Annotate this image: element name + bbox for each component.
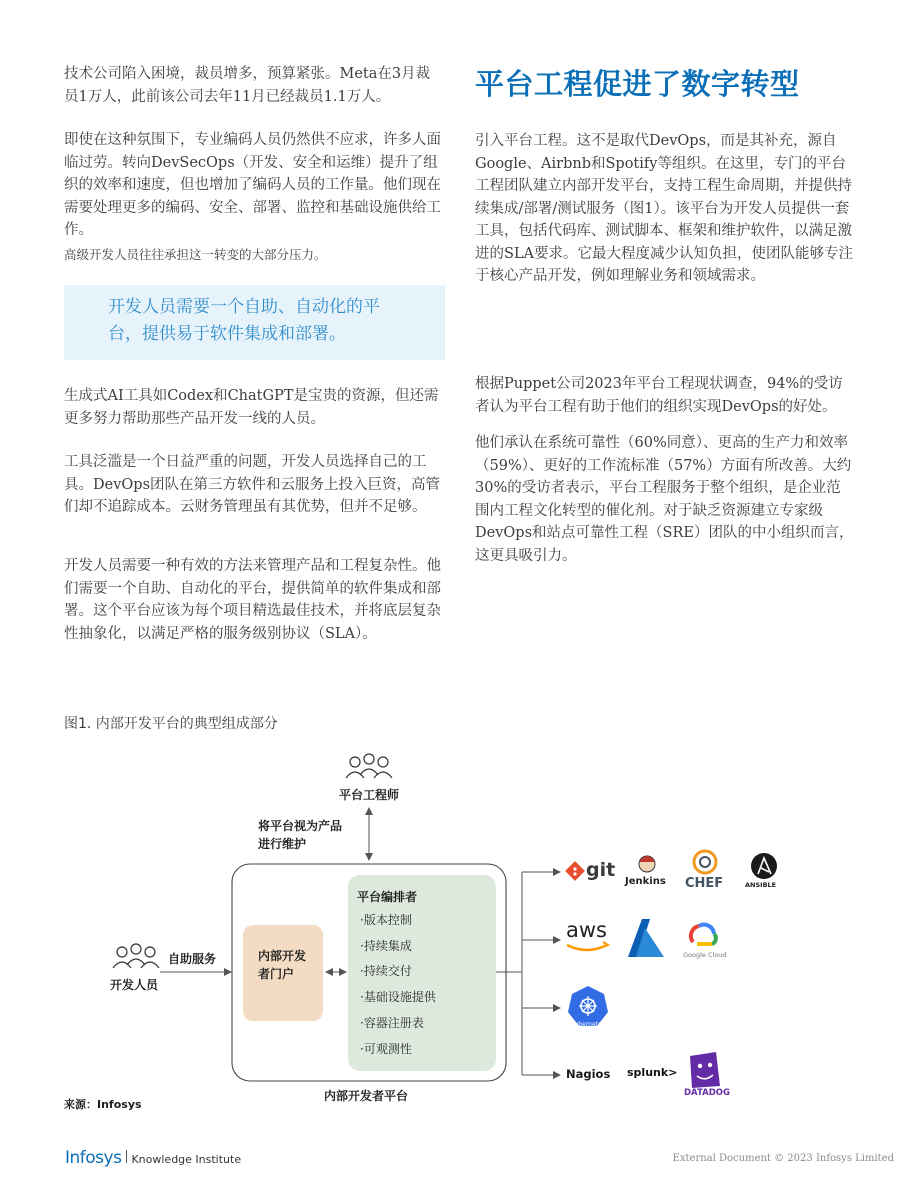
paragraph-improvements: 他们承认在系统可靠性（60%同意）、更高的生产力和效率（59%）、更好的工作流标准（57%）方面有所改善。大约30%的受访者表示，平台工程服务于整个组织，是企业范围内工程文化转型的催化剂。对于缺乏资源建立专家级DevOps和站点可靠性工程（SRE）团队的中小组织而言，这更具吸引力。: [475, 435, 854, 564]
orchestrator-item-registry: ·容器注册表: [360, 1015, 424, 1030]
paragraph-layoffs: 技术公司陷入困境，裁员增多，预算紧张。Meta在3月裁员1万人，此前该公司去年11月已经裁员1.1万人。: [64, 66, 431, 105]
knowledge-institute-label: Knowledge Institute: [131, 1153, 242, 1166]
orchestrator-title: 平台编排者: [357, 890, 418, 904]
platform-engineer-label: 平台工程师: [339, 788, 400, 802]
paragraph-devsecops: 即使在这种氛围下，专业编码人员仍然供不应求，许多人面临过劳。转向DevSecOps（开发、安全和运维）提升了组织的效率和速度，但也增加了编码人员的工作量。他们现在需要处理更多的编码、安全、部署、监控和基础设施供给工作。: [64, 132, 441, 238]
nagios-label: Nagios: [566, 1067, 611, 1081]
source-label: 来源：Infosys: [64, 1098, 142, 1111]
section-title: 平台工程促进了数字转型: [475, 67, 800, 101]
infosys-wordmark: Infosys: [65, 1148, 122, 1168]
footer-logo: [65, 1148, 241, 1168]
git-label: git: [586, 859, 616, 881]
callout-box: [64, 285, 445, 360]
callout-text: 开发人员需要一个自助、自动化的平台，提供易于软件集成和部署。: [108, 297, 380, 344]
azure-logo: [628, 919, 664, 957]
chef-label: CHEF: [685, 876, 724, 891]
figure-caption: 图1. 内部开发平台的典型组成部分: [64, 716, 278, 732]
orchestrator-item-cd: ·持续交付: [360, 964, 412, 979]
orchestrator-item-ci: ·持续集成: [360, 938, 412, 953]
paragraph-platform-engineering: 引入平台工程。这不是取代DevOps，而是其补充，源自Google、Airbnb和Spotify等组织。在这里，专门的平台工程团队建立内部开发平台，支持工程生命周期，并提供持续集成/部署/测试服务（图1）。该平台为开发人员提供一套工具，包括代码库、测试脚本、框架和维护软件，以满足激进的SLA要求。它最大程度减少认知负担，使团队能够专注于核心产品开发，例如理解业务和领域需求。: [475, 133, 854, 284]
orchestrator-item-observability: ·可观测性: [360, 1041, 412, 1056]
ansible-logo: [751, 853, 777, 879]
paragraph-senior-devs: 高级开发人员往往承担这一转变的大部分压力。: [64, 247, 327, 262]
paragraph-complexity: 开发人员需要一种有效的方法来管理产品和工程复杂性。他们需要一个自助、自动化的平台，提供简单的软件集成和部署。这个平台应该为每个项目精选最佳技术，并将底层复杂性抽象化，以满足严格的服务级别协议（SLA）。: [64, 558, 441, 642]
jenkins-label: Jenkins: [625, 876, 666, 887]
portal-line-1: 内部开发: [258, 949, 307, 963]
developers-label: 开发人员: [110, 978, 159, 992]
splunk-label: splunk>: [627, 1066, 678, 1079]
copyright-notice: External Document © 2023 Infosys Limited: [672, 1153, 894, 1164]
orchestrator-item-infrastructure: ·基础设施提供: [360, 990, 436, 1005]
jenkins-logo: [639, 856, 655, 872]
git-logo: [565, 861, 585, 881]
kubernetes-label: kubernetes: [571, 1021, 605, 1028]
footer-divider: [126, 1150, 127, 1163]
ansible-label: ANSIBLE: [745, 881, 777, 889]
treat-as-product-label: [258, 817, 342, 853]
kubernetes-logo: [568, 986, 608, 1026]
aws-label: aws: [566, 918, 607, 942]
orchestrator-item-version-control: ·版本控制: [360, 913, 412, 927]
developers-icon: [113, 944, 159, 968]
google-cloud-logo: [691, 925, 716, 944]
datadog-logo: [690, 1052, 720, 1088]
chef-logo: [694, 851, 716, 873]
aws-logo: [567, 942, 608, 950]
treat-as-product-line-1: 将平台视为产品: [258, 819, 343, 833]
google-cloud-label: Google Cloud: [683, 951, 727, 959]
paragraph-puppet-survey: 根据Puppet公司2023年平台工程现状调查，94%的受访者认为平台工程有助于他们的组织实现DevOps的好处。: [475, 376, 843, 415]
datadog-label: DATADOG: [684, 1088, 730, 1098]
portal-line-2: 者门户: [258, 967, 295, 981]
platform-label: 内部开发者平台: [324, 1089, 409, 1103]
platform-diagram: [0, 740, 920, 1120]
self-service-label: 自助服务: [168, 952, 217, 966]
orchestrator-list: [360, 908, 436, 1062]
paragraph-genai: 生成式AI工具如Codex和ChatGPT是宝贵的资源，但还需更多努力帮助那些产品开发一线的人员。: [64, 388, 439, 427]
portal-label: [258, 947, 306, 983]
platform-engineer-icon: [346, 754, 392, 778]
paragraph-tool-sprawl: 工具泛滥是一个日益严重的问题，开发人员选择自己的工具。DevOps团队在第三方软件和云服务上投入巨资，高管们却不追踪成本。云财务管理虽有其优势，但并不足够。: [64, 454, 441, 515]
treat-as-product-line-2: 进行维护: [258, 837, 307, 851]
